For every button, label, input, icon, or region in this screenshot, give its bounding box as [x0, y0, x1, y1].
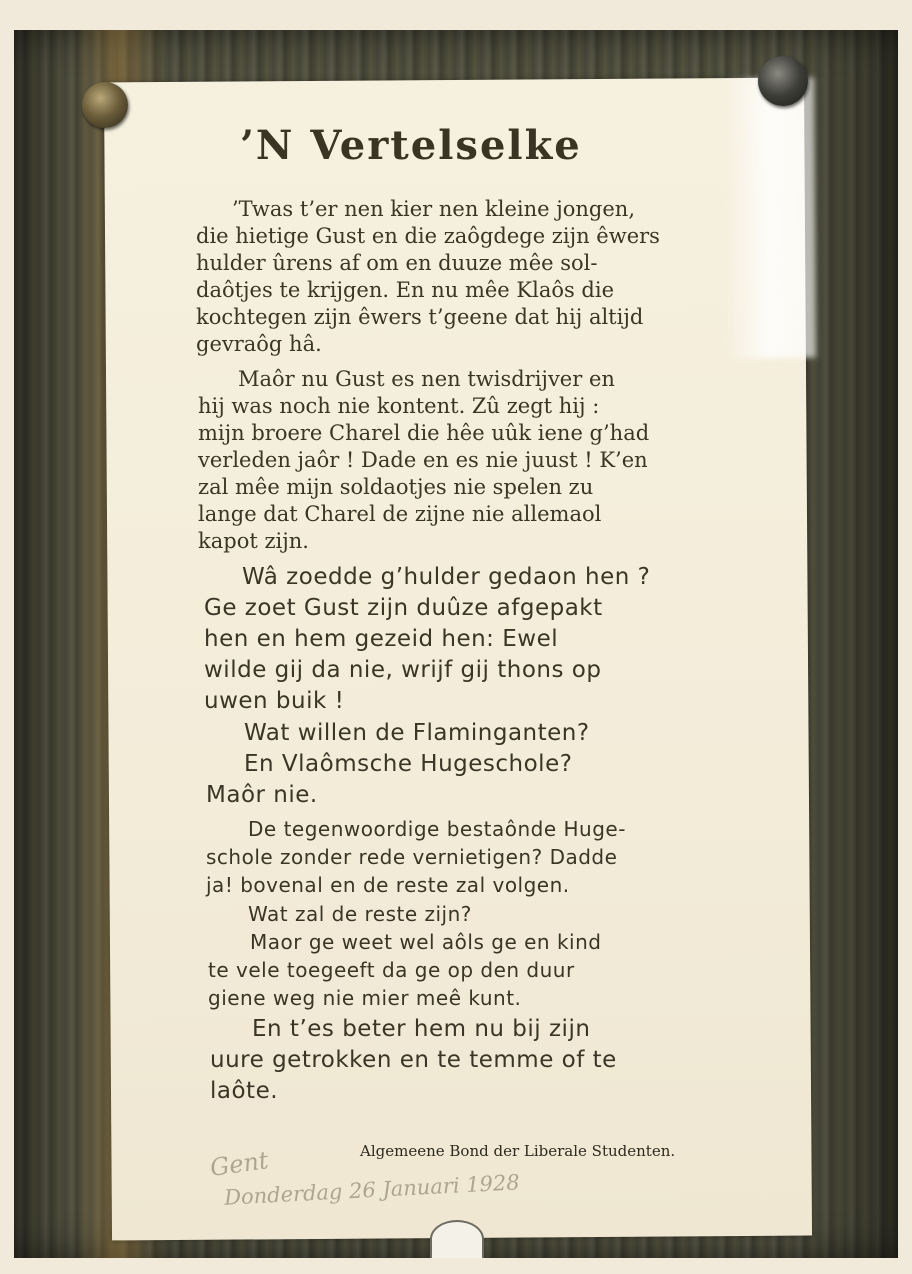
text-line: kochtegen zijn êwers t’geene dat hij altijd [196, 305, 644, 329]
paragraph-4 [206, 718, 590, 811]
text-line: Maôr nie. [206, 782, 318, 808]
text-line: Ge zoet Gust zijn duûze afgepakt [204, 595, 603, 621]
handwritten-place: Gent [208, 1146, 271, 1182]
text-line: ja! bovenal en de reste zal volgen. [206, 873, 570, 897]
text-line: De tegenwoordige bestaônde Huge- [248, 817, 626, 841]
text-line: die hietige Gust en die zaôgdege zijn êwers [196, 224, 660, 248]
text-line: hij was noch nie kontent. Zû zegt hij : [198, 394, 600, 418]
text-line: verleden jaôr ! Dade en es nie juust ! K’en [198, 448, 648, 472]
text-line: daôtjes te krijgen. En nu mêe Klaôs die [196, 278, 615, 302]
paragraph-8 [210, 1014, 617, 1107]
text-line: hen en hem gezeid hen: Ewel [204, 626, 559, 652]
text-line: En t’es beter hem nu bij zijn [252, 1016, 591, 1042]
poster-title: ’N Vertelselke [240, 122, 582, 169]
text-line: mijn broere Charel die hêe uûk iene g’had [198, 421, 650, 445]
stamp-mark-icon [430, 1220, 484, 1258]
text-line: Maor ge weet wel aôls ge en kind [250, 930, 602, 954]
text-line: giene weg nie mier meê kunt. [208, 986, 522, 1010]
text-line: uure getrokken en te temme of te [210, 1047, 617, 1073]
handwritten-date: Donderdag 26 Januari 1928 [223, 1170, 521, 1210]
paragraph-6 [248, 900, 472, 928]
paragraph-5 [206, 815, 626, 899]
paragraph-2 [198, 366, 649, 555]
text-line: Maôr nu Gust es nen twisdrijver en [238, 367, 615, 391]
text-line: ’Twas t’er nen kier nen kleine jongen, [232, 197, 635, 221]
paragraph-1 [196, 196, 660, 358]
thumbtack-right-icon [758, 56, 808, 106]
text-line: te vele toegeeft da ge op den duur [208, 958, 575, 982]
signature: Algemeene Bond der Liberale Studenten. [360, 1142, 676, 1160]
text-line: kapot zijn. [198, 529, 309, 553]
text-line: wilde gij da nie, wrijf gij thons op [204, 657, 602, 683]
light-glare [724, 78, 816, 359]
thumbtack-left-icon [82, 82, 128, 128]
paragraph-3 [204, 562, 650, 717]
text-line: zal mêe mijn soldaotjes nie spelen zu [198, 475, 594, 499]
text-line: Wâ zoedde g’hulder gedaon hen ? [242, 564, 651, 590]
paragraph-7 [208, 928, 601, 1012]
text-line: lange dat Charel de zijne nie allemaol [198, 502, 602, 526]
text-line: hulder ûrens af om en duuze mêe sol- [196, 251, 598, 275]
text-line: Wat zal de reste zijn? [248, 902, 472, 926]
text-line: uwen buik ! [204, 688, 345, 714]
text-line: schole zonder rede vernietigen? Dadde [206, 845, 618, 869]
text-line: laôte. [210, 1078, 279, 1104]
text-line: En Vlaômsche Hugeschole? [244, 751, 573, 777]
text-line: gevraôg hâ. [196, 332, 322, 356]
text-line: Wat willen de Flaminganten? [244, 720, 590, 746]
